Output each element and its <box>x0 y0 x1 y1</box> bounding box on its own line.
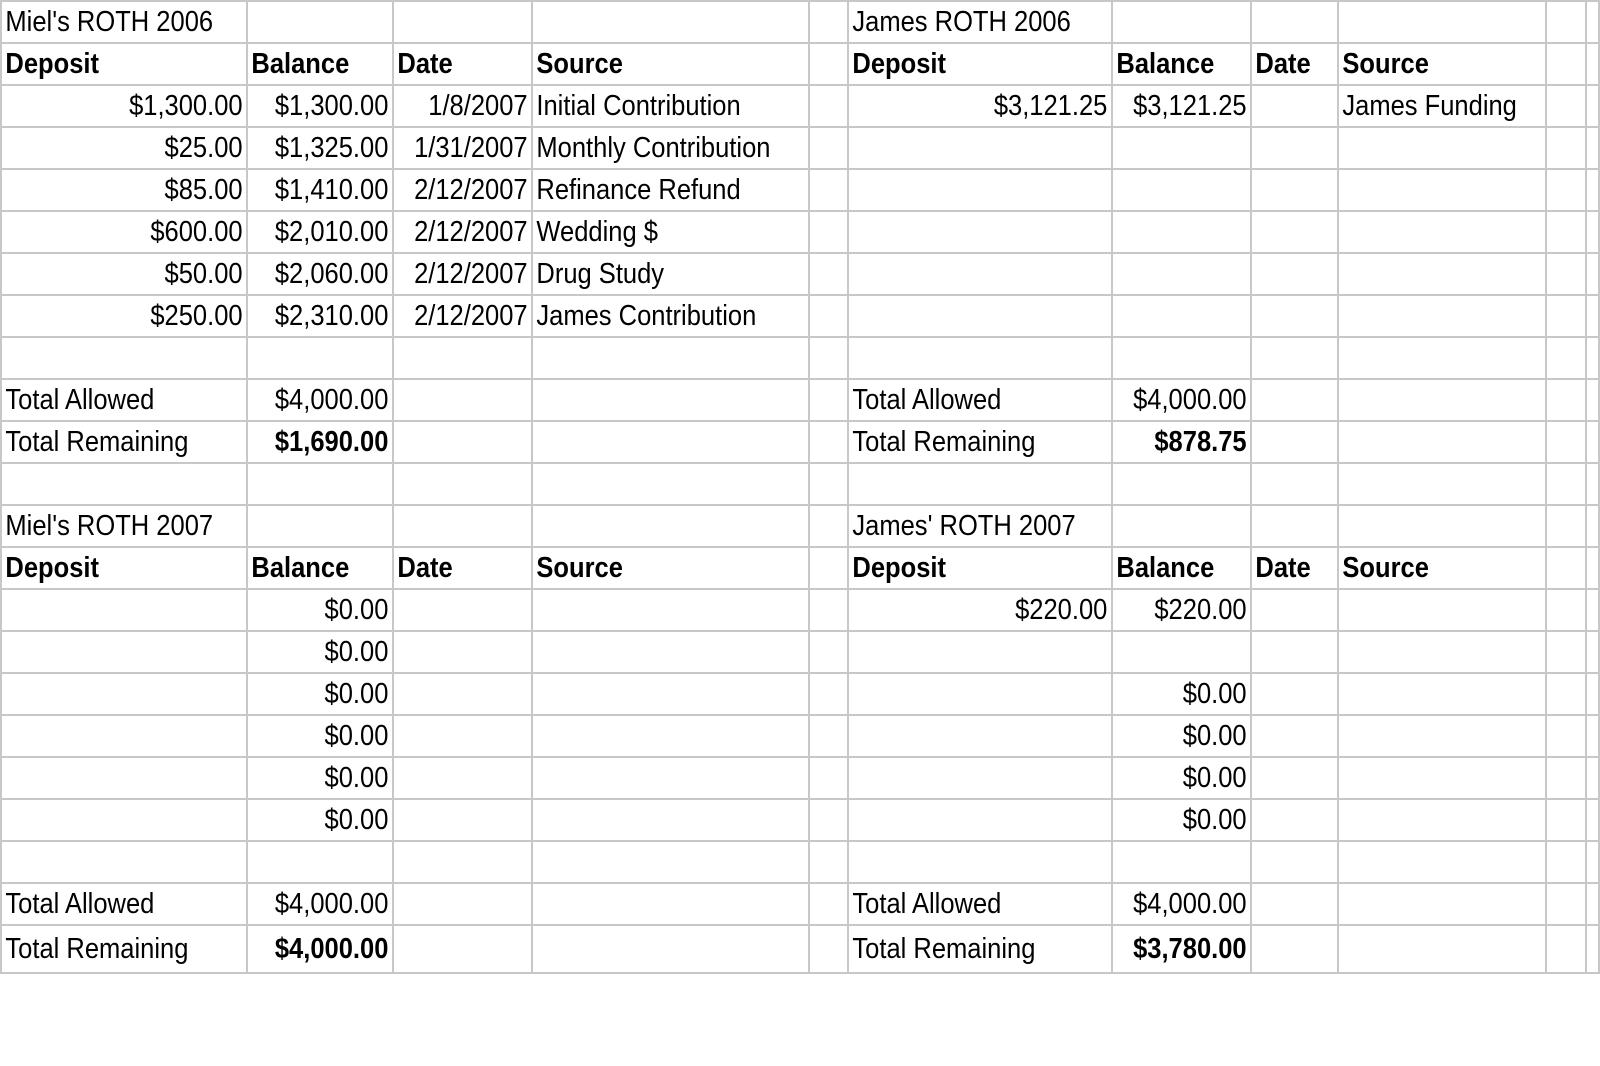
cell[interactable] <box>1586 337 1597 379</box>
cell[interactable] <box>1251 295 1327 337</box>
cell[interactable]: Total Allowed <box>1 379 217 421</box>
cell[interactable] <box>1338 673 1521 715</box>
cell[interactable]: Miel's ROTH 2006 <box>1 1 217 43</box>
cell[interactable] <box>809 85 844 127</box>
cell[interactable]: $1,300.00 <box>264 85 392 127</box>
cell[interactable] <box>1586 673 1597 715</box>
cell[interactable] <box>1338 631 1521 673</box>
cell[interactable] <box>1546 295 1581 337</box>
sheet-row <box>1 295 1599 337</box>
cell[interactable] <box>1251 757 1327 799</box>
cell[interactable] <box>1586 169 1597 211</box>
cell[interactable] <box>532 715 776 757</box>
cell[interactable] <box>1338 1 1521 43</box>
cell[interactable]: $1,410.00 <box>264 169 392 211</box>
cell[interactable] <box>1546 1 1581 43</box>
cell[interactable] <box>1 673 217 715</box>
cell[interactable] <box>393 715 515 757</box>
cell[interactable]: $600.00 <box>31 211 247 253</box>
cell[interactable] <box>1112 169 1234 211</box>
cell[interactable]: $0.00 <box>264 757 392 799</box>
sheet-body <box>1 1 1599 973</box>
cell[interactable] <box>247 505 375 547</box>
cell[interactable] <box>809 169 844 211</box>
cell[interactable]: Balance <box>247 43 375 85</box>
cell[interactable] <box>1 715 217 757</box>
cell[interactable] <box>809 253 844 295</box>
cell[interactable]: Source <box>532 43 776 85</box>
cell[interactable]: Balance <box>1112 547 1234 589</box>
sheet-row <box>1 925 1599 973</box>
cell[interactable]: $25.00 <box>31 127 247 169</box>
cell[interactable] <box>848 631 1080 673</box>
cell[interactable] <box>1546 925 1581 973</box>
cell[interactable]: $2,060.00 <box>264 253 392 295</box>
cell[interactable]: James' ROTH 2007 <box>848 505 1080 547</box>
cell[interactable] <box>1546 337 1581 379</box>
cell[interactable] <box>1546 505 1581 547</box>
cell[interactable]: Total Allowed <box>848 883 1080 925</box>
cell[interactable] <box>1251 253 1327 295</box>
cell[interactable]: Source <box>1338 43 1521 85</box>
cell[interactable] <box>1338 169 1521 211</box>
cell[interactable] <box>1586 883 1597 925</box>
cell[interactable]: Deposit <box>1 43 217 85</box>
cell[interactable] <box>1546 883 1581 925</box>
cell[interactable] <box>1 631 217 673</box>
sheet-row <box>1 631 1599 673</box>
cell[interactable] <box>1112 253 1234 295</box>
cell[interactable] <box>1112 127 1234 169</box>
cell[interactable] <box>1586 421 1597 463</box>
cell[interactable] <box>1 463 217 505</box>
cell[interactable] <box>1338 799 1521 841</box>
cell[interactable]: $250.00 <box>31 295 247 337</box>
cell[interactable] <box>1251 379 1327 421</box>
cell[interactable] <box>1546 757 1581 799</box>
cell[interactable]: Date <box>393 43 515 85</box>
cell[interactable] <box>532 841 776 883</box>
cell[interactable] <box>809 421 844 463</box>
cell[interactable]: Monthly Contribution <box>532 127 776 169</box>
cell[interactable]: $50.00 <box>31 253 247 295</box>
cell[interactable] <box>809 211 844 253</box>
sheet-row <box>1 547 1599 589</box>
cell[interactable] <box>848 715 1080 757</box>
sheet-row <box>1 757 1599 799</box>
cell[interactable] <box>393 379 515 421</box>
cell[interactable] <box>1338 463 1521 505</box>
cell[interactable]: $0.00 <box>1129 673 1251 715</box>
cell[interactable] <box>393 421 515 463</box>
cell[interactable]: Balance <box>247 547 375 589</box>
cell[interactable] <box>1251 421 1327 463</box>
cell[interactable] <box>1586 1 1597 43</box>
sheet-row <box>1 505 1599 547</box>
cell[interactable] <box>1546 463 1581 505</box>
sheet-row <box>1 253 1599 295</box>
cell[interactable] <box>1338 883 1521 925</box>
cell[interactable] <box>532 505 776 547</box>
cell[interactable]: James Contribution <box>532 295 776 337</box>
cell[interactable] <box>532 379 776 421</box>
sheet-row <box>1 589 1599 631</box>
cell[interactable]: Total Remaining <box>1 421 217 463</box>
cell[interactable]: $1,325.00 <box>264 127 392 169</box>
cell[interactable]: 1/31/2007 <box>409 127 531 169</box>
cell[interactable] <box>1251 631 1327 673</box>
cell[interactable] <box>393 631 515 673</box>
cell[interactable] <box>1251 463 1327 505</box>
cell[interactable] <box>1112 463 1234 505</box>
cell[interactable]: Refinance Refund <box>532 169 776 211</box>
cell[interactable] <box>848 295 1080 337</box>
cell[interactable] <box>393 463 515 505</box>
cell[interactable] <box>1546 211 1581 253</box>
cell[interactable] <box>1586 757 1597 799</box>
cell[interactable] <box>1251 589 1327 631</box>
cell[interactable] <box>1338 589 1521 631</box>
sheet-row <box>1 421 1599 463</box>
cell[interactable]: $220.00 <box>1129 589 1251 631</box>
cell[interactable] <box>1546 589 1581 631</box>
cell[interactable] <box>393 799 515 841</box>
cell[interactable] <box>532 421 776 463</box>
cell[interactable]: Date <box>1251 43 1327 85</box>
cell[interactable] <box>1338 421 1521 463</box>
sheet-row <box>1 715 1599 757</box>
cell[interactable] <box>393 337 515 379</box>
cell[interactable]: Total Remaining <box>1 925 217 973</box>
sheet-row <box>1 211 1599 253</box>
cell[interactable]: James ROTH 2006 <box>848 1 1080 43</box>
cell[interactable] <box>1 589 217 631</box>
cell[interactable] <box>809 295 844 337</box>
cell[interactable] <box>1251 883 1327 925</box>
cell[interactable] <box>1546 127 1581 169</box>
cell[interactable]: 2/12/2007 <box>409 295 531 337</box>
cell[interactable] <box>393 589 515 631</box>
cell[interactable] <box>1251 505 1327 547</box>
sheet-row <box>1 841 1599 883</box>
cell[interactable] <box>1586 211 1597 253</box>
cell[interactable]: $2,010.00 <box>264 211 392 253</box>
cell[interactable] <box>809 631 844 673</box>
cell[interactable] <box>1251 127 1327 169</box>
cell[interactable]: Deposit <box>1 547 217 589</box>
cell[interactable] <box>1112 337 1234 379</box>
cell[interactable] <box>1251 337 1327 379</box>
cell[interactable]: Drug Study <box>532 253 776 295</box>
cell[interactable] <box>393 925 515 973</box>
cell[interactable] <box>1586 127 1597 169</box>
sheet-row <box>1 127 1599 169</box>
cell[interactable] <box>1586 715 1597 757</box>
cell[interactable] <box>1338 715 1521 757</box>
cell[interactable] <box>848 253 1080 295</box>
cell[interactable]: $4,000.00 <box>1129 379 1251 421</box>
cell[interactable]: $3,780.00 <box>1129 925 1251 973</box>
cell[interactable] <box>1546 169 1581 211</box>
cell[interactable] <box>809 43 844 85</box>
cell[interactable] <box>532 925 776 973</box>
cell[interactable] <box>1586 253 1597 295</box>
cell[interactable]: $878.75 <box>1129 421 1251 463</box>
cell[interactable] <box>1586 379 1597 421</box>
cell[interactable]: $85.00 <box>31 169 247 211</box>
cell[interactable] <box>532 799 776 841</box>
cell[interactable]: 2/12/2007 <box>409 253 531 295</box>
cell[interactable] <box>1586 547 1597 589</box>
cell[interactable]: Total Remaining <box>848 925 1080 973</box>
cell[interactable] <box>1546 799 1581 841</box>
cell[interactable] <box>1112 505 1234 547</box>
cell[interactable] <box>1546 43 1581 85</box>
cell[interactable] <box>247 337 375 379</box>
cell[interactable] <box>393 1 515 43</box>
cell[interactable]: 1/8/2007 <box>409 85 531 127</box>
cell[interactable] <box>1338 925 1521 973</box>
cell[interactable] <box>1586 841 1597 883</box>
cell[interactable]: $3,121.25 <box>880 85 1112 127</box>
cell[interactable] <box>1251 169 1327 211</box>
cell[interactable] <box>1 799 217 841</box>
cell[interactable] <box>809 841 844 883</box>
sheet-row <box>1 43 1599 85</box>
cell[interactable]: $1,690.00 <box>264 421 392 463</box>
cell[interactable] <box>532 337 776 379</box>
cell[interactable]: Wedding $ <box>532 211 776 253</box>
cell[interactable]: $2,310.00 <box>264 295 392 337</box>
cell[interactable] <box>848 757 1080 799</box>
cell[interactable] <box>1586 631 1597 673</box>
cell[interactable] <box>848 337 1080 379</box>
cell[interactable] <box>809 1 844 43</box>
cell[interactable]: $0.00 <box>264 673 392 715</box>
cell[interactable] <box>848 841 1080 883</box>
cell[interactable]: $4,000.00 <box>264 883 392 925</box>
cell[interactable] <box>1546 841 1581 883</box>
cell[interactable] <box>1 841 217 883</box>
cell[interactable] <box>393 841 515 883</box>
cell[interactable] <box>809 883 844 925</box>
cell[interactable]: Initial Contribution <box>532 85 776 127</box>
cell[interactable] <box>1586 799 1597 841</box>
cell[interactable] <box>247 1 375 43</box>
cell[interactable] <box>393 757 515 799</box>
cell[interactable] <box>1338 757 1521 799</box>
cell[interactable] <box>809 673 844 715</box>
cell[interactable]: $4,000.00 <box>264 379 392 421</box>
cell[interactable] <box>1546 631 1581 673</box>
cell[interactable] <box>809 547 844 589</box>
cell[interactable] <box>1586 85 1597 127</box>
cell[interactable]: $220.00 <box>880 589 1112 631</box>
cell[interactable] <box>1338 127 1521 169</box>
cell[interactable] <box>1586 505 1597 547</box>
cell[interactable] <box>1251 1 1327 43</box>
sheet-row <box>1 883 1599 925</box>
sheet-row <box>1 673 1599 715</box>
sheet-row <box>1 1 1599 43</box>
cell[interactable] <box>848 127 1080 169</box>
cell[interactable]: 2/12/2007 <box>409 169 531 211</box>
cell[interactable] <box>1586 295 1597 337</box>
cell[interactable] <box>532 463 776 505</box>
cell[interactable] <box>1338 211 1521 253</box>
cell[interactable]: $4,000.00 <box>1129 883 1251 925</box>
cell[interactable]: $0.00 <box>1129 757 1251 799</box>
cell[interactable]: $0.00 <box>1129 715 1251 757</box>
cell[interactable] <box>247 463 375 505</box>
cell[interactable] <box>1586 43 1597 85</box>
cell[interactable] <box>532 631 776 673</box>
cell[interactable]: $0.00 <box>264 631 392 673</box>
cell[interactable] <box>1546 715 1581 757</box>
cell[interactable] <box>393 673 515 715</box>
cell[interactable] <box>1 757 217 799</box>
cell[interactable]: $4,000.00 <box>264 925 392 973</box>
cell[interactable] <box>532 757 776 799</box>
cell[interactable] <box>1586 925 1597 973</box>
cell[interactable] <box>393 505 515 547</box>
cell[interactable] <box>1546 547 1581 589</box>
cell[interactable]: Total Allowed <box>1 883 217 925</box>
cell[interactable]: $0.00 <box>1129 799 1251 841</box>
cell[interactable] <box>809 337 844 379</box>
cell[interactable] <box>1251 715 1327 757</box>
cell[interactable]: Deposit <box>848 547 1080 589</box>
cell[interactable]: Source <box>532 547 776 589</box>
cell[interactable] <box>809 505 844 547</box>
cell[interactable]: 2/12/2007 <box>409 211 531 253</box>
cell[interactable]: Date <box>393 547 515 589</box>
cell[interactable]: Balance <box>1112 43 1234 85</box>
cell[interactable] <box>1338 295 1521 337</box>
cell[interactable] <box>1586 463 1597 505</box>
cell[interactable] <box>809 925 844 973</box>
cell[interactable] <box>532 883 776 925</box>
cell[interactable] <box>532 673 776 715</box>
cell[interactable]: $0.00 <box>264 715 392 757</box>
cell[interactable] <box>1338 379 1521 421</box>
cell[interactable] <box>848 211 1080 253</box>
cell[interactable] <box>1338 337 1521 379</box>
cell[interactable]: $1,300.00 <box>31 85 247 127</box>
sheet-row <box>1 85 1599 127</box>
cell[interactable]: Source <box>1338 547 1521 589</box>
cell[interactable] <box>809 127 844 169</box>
sheet-row <box>1 337 1599 379</box>
cell[interactable] <box>848 169 1080 211</box>
cell[interactable] <box>1546 421 1581 463</box>
cell[interactable] <box>1586 589 1597 631</box>
cell[interactable]: Total Remaining <box>848 421 1080 463</box>
cell[interactable] <box>809 463 844 505</box>
cell[interactable] <box>247 841 375 883</box>
cell[interactable] <box>1546 85 1581 127</box>
cell[interactable] <box>1112 841 1234 883</box>
cell[interactable] <box>1112 1 1234 43</box>
cell[interactable] <box>1112 211 1234 253</box>
cell[interactable] <box>1338 253 1521 295</box>
cell[interactable] <box>848 673 1080 715</box>
cell[interactable] <box>1112 295 1234 337</box>
cell[interactable] <box>809 379 844 421</box>
sheet-row <box>1 169 1599 211</box>
cell[interactable] <box>809 715 844 757</box>
cell[interactable] <box>1251 841 1327 883</box>
cell[interactable] <box>1546 253 1581 295</box>
cell[interactable] <box>1251 211 1327 253</box>
cell[interactable]: $0.00 <box>264 589 392 631</box>
cell[interactable]: James Funding <box>1338 85 1521 127</box>
cell[interactable] <box>848 799 1080 841</box>
cell[interactable]: $0.00 <box>264 799 392 841</box>
cell[interactable] <box>1251 799 1327 841</box>
cell[interactable]: Total Allowed <box>848 379 1080 421</box>
cell[interactable] <box>532 1 776 43</box>
cell[interactable] <box>1251 673 1327 715</box>
cell[interactable]: Deposit <box>848 43 1080 85</box>
cell[interactable] <box>809 757 844 799</box>
cell[interactable] <box>1251 85 1327 127</box>
cell[interactable] <box>393 883 515 925</box>
cell[interactable] <box>1546 379 1581 421</box>
cell[interactable] <box>532 589 776 631</box>
sheet-row <box>1 379 1599 421</box>
cell[interactable]: $3,121.25 <box>1129 85 1251 127</box>
cell[interactable] <box>1251 925 1327 973</box>
cell[interactable] <box>1338 505 1521 547</box>
sheet-row <box>1 463 1599 505</box>
cell[interactable] <box>1338 841 1521 883</box>
cell[interactable] <box>809 589 844 631</box>
cell[interactable]: Miel's ROTH 2007 <box>1 505 217 547</box>
cell[interactable] <box>1112 631 1234 673</box>
cell[interactable] <box>848 463 1080 505</box>
cell[interactable] <box>809 799 844 841</box>
cell[interactable] <box>1 337 217 379</box>
cell[interactable] <box>1546 673 1581 715</box>
sheet-row <box>1 799 1599 841</box>
cell[interactable]: Date <box>1251 547 1327 589</box>
